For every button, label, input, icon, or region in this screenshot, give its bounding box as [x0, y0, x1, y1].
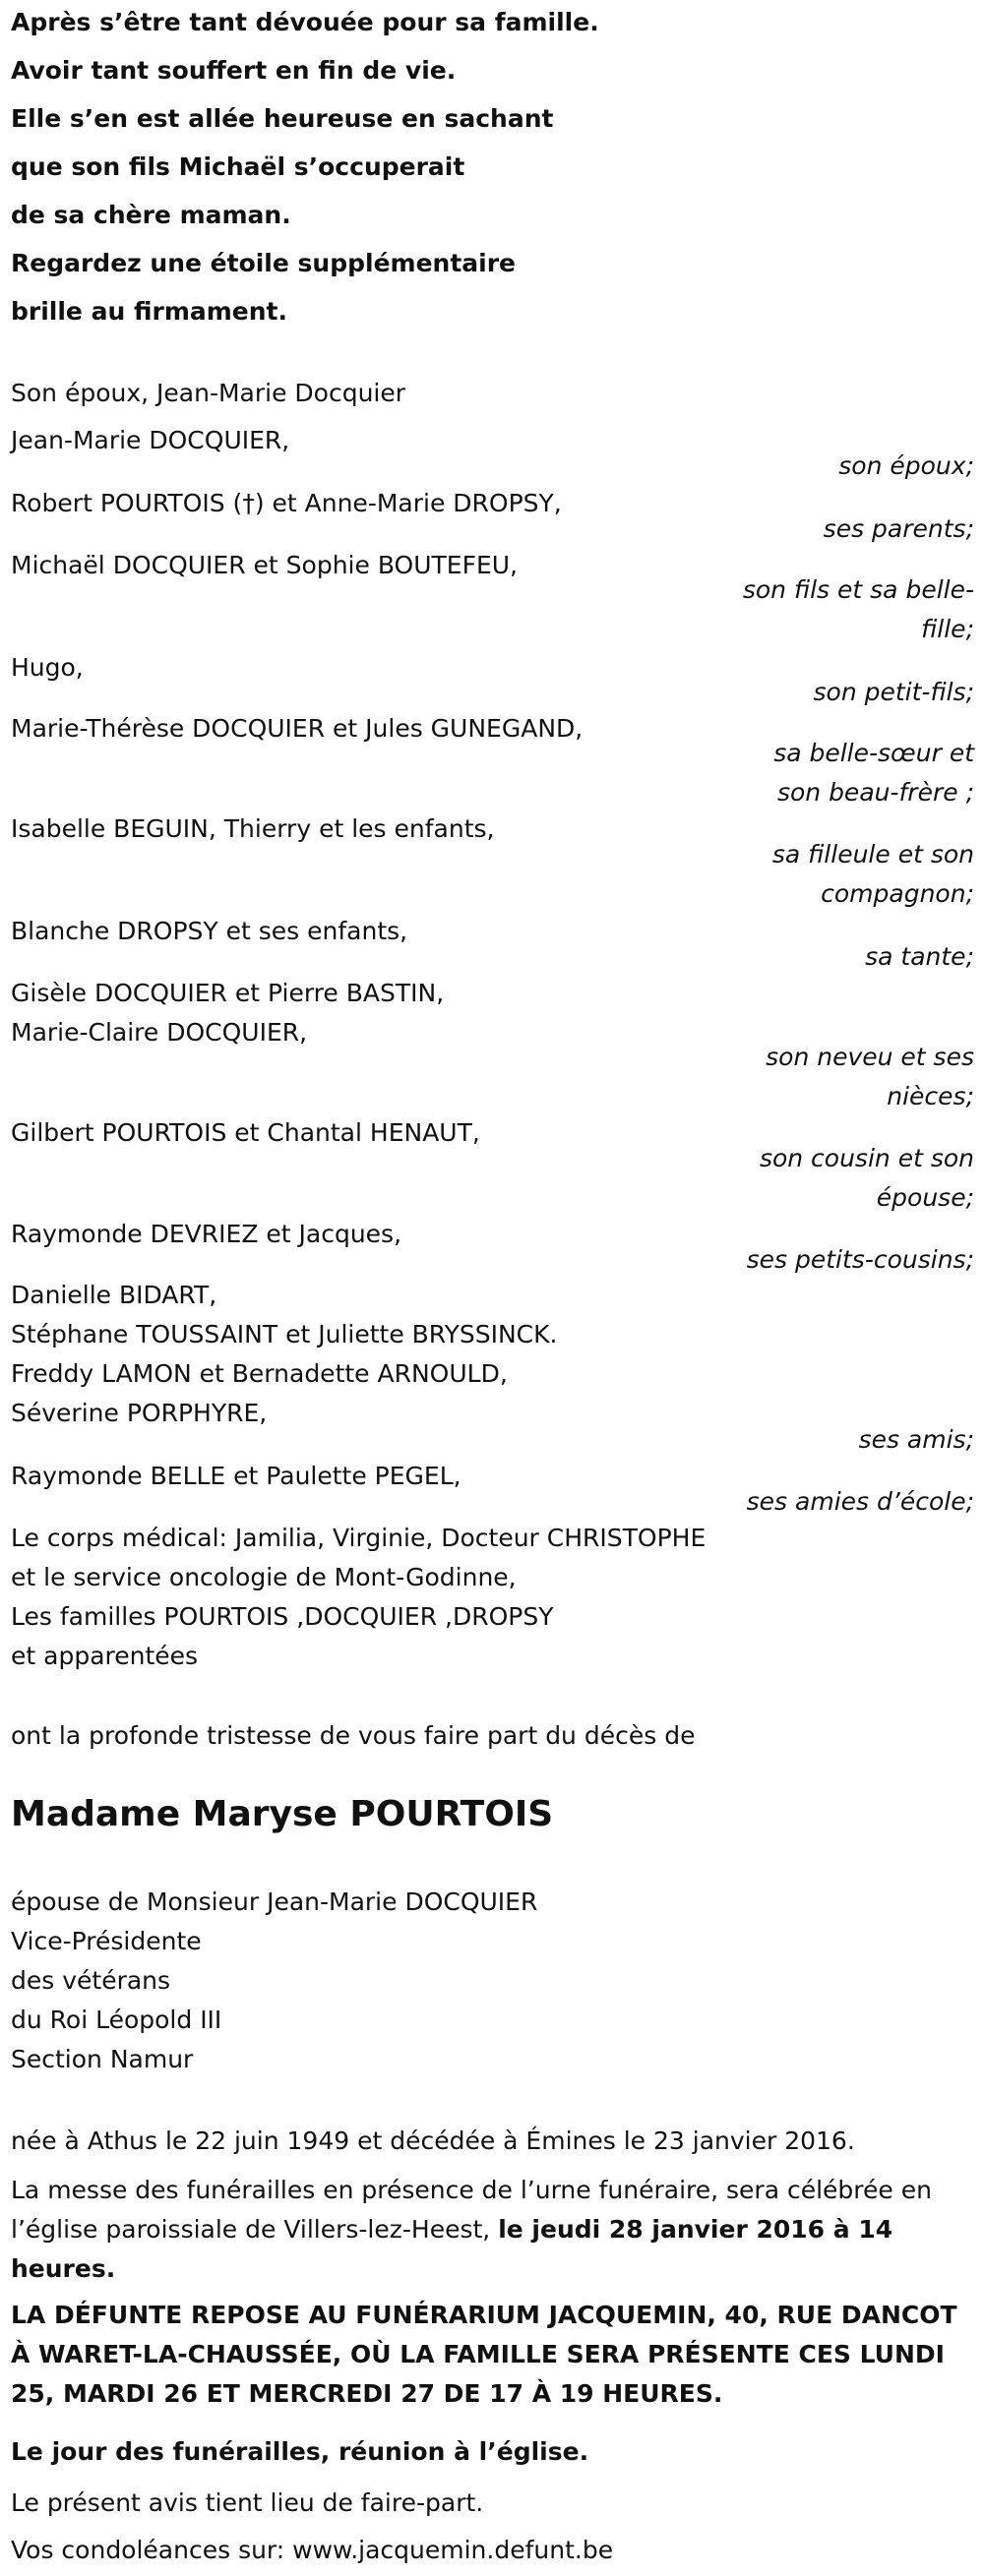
family-name: Freddy LAMON et Bernadette ARNOULD, [11, 1359, 508, 1388]
family-name: Raymonde BELLE et Paulette PEGEL, [11, 1462, 461, 1490]
title-line: Vice-Présidente [11, 1927, 202, 1955]
faire-part-text: Le présent avis tient lieu de faire-part. [11, 2488, 484, 2517]
relation-label: ses amis; [858, 1425, 974, 1454]
family-name: Blanche DROPSY et ses enfants, [11, 917, 408, 945]
family-name: Danielle BIDART, [11, 1281, 217, 1309]
relation-label: fille; [921, 615, 974, 643]
relation-label: compagnon; [821, 879, 974, 908]
reunion-text: Le jour des funérailles, réunion à l’église. [11, 2437, 589, 2466]
relation-label: ses parents; [823, 514, 974, 543]
relation-label: son neveu et ses [766, 1043, 974, 1071]
mass-text: La messe des funérailles en présence de l’urne funéraire, sera célébrée en l’église paroissiale de Villers-lez-Heest, [11, 2176, 932, 2244]
family-name: Gisèle DOCQUIER et Pierre BASTIN, [11, 979, 445, 1007]
mass-time: le jeudi 28 janvier 2016 à 14 heures. [11, 2215, 893, 2283]
family-name: Robert POURTOIS (†) et Anne-Marie DROPSY, [11, 489, 562, 517]
family-name: Gilbert POURTOIS et Chantal HENAUT, [11, 1118, 480, 1147]
poem-line: de sa chère maman. [11, 201, 291, 229]
family-name: et apparentées [11, 1642, 199, 1670]
family-name: Séverine PORPHYRE, [11, 1399, 268, 1427]
title-line: épouse de Monsieur Jean-Marie DOCQUIER [11, 1887, 538, 1916]
condolences-text: Vos condoléances sur: www.jacquemin.defunt.be [11, 2536, 614, 2564]
family-name: Les familles POURTOIS ,DOCQUIER ,DROPSY [11, 1602, 554, 1631]
relation-label: nièces; [887, 1082, 974, 1110]
poem-line: que son fils Michaël s’occuperait [11, 152, 465, 181]
announcement-text: ont la profonde tristesse de vous faire part du décès de [11, 1721, 696, 1750]
relation-label: sa tante; [865, 942, 974, 971]
family-name: Marie-Claire DOCQUIER, [11, 1018, 308, 1047]
family-name: et le service oncologie de Mont-Godinne, [11, 1563, 517, 1591]
intro-line: Son époux, Jean-Marie Docquier [11, 379, 406, 407]
family-name: Isabelle BEGUIN, Thierry et les enfants, [11, 814, 495, 843]
birth-death-text: née à Athus le 22 juin 1949 et décédée à Émines le 23 janvier 2016. [11, 2127, 855, 2155]
relation-label: son beau-frère ; [776, 778, 974, 807]
family-name: Raymonde DEVRIEZ et Jacques, [11, 1220, 402, 1248]
relation-label: sa filleule et son [771, 840, 974, 869]
relation-label: ses amies d’école; [746, 1487, 974, 1516]
deceased-name: Madame Maryse POURTOIS [11, 1794, 554, 1834]
relation-label: sa belle-sœur et [773, 739, 974, 767]
poem-line: Après s’être tant dévouée pour sa famille. [11, 8, 599, 36]
title-line: du Roi Léopold III [11, 2006, 222, 2034]
family-name: Jean-Marie DOCQUIER, [11, 426, 290, 454]
relation-label: son époux; [838, 451, 974, 480]
title-line: des vétérans [11, 1966, 171, 1995]
relation-label: son cousin et son [759, 1144, 974, 1172]
title-line: Section Namur [11, 2045, 194, 2073]
poem-line: Avoir tant souffert en fin de vie. [11, 56, 457, 85]
family-name: Le corps médical: Jamilia, Virginie, Docteur CHRISTOPHE [11, 1524, 707, 1552]
relation-label: son petit-fils; [813, 678, 974, 706]
family-name: Michaël DOCQUIER et Sophie BOUTEFEU, [11, 551, 519, 579]
family-name: Marie-Thérèse DOCQUIER et Jules GUNEGAND, [11, 714, 584, 743]
family-name: Stéphane TOUSSAINT et Juliette BRYSSINCK. [11, 1320, 558, 1348]
rest-notice: LA DÉFUNTE REPOSE AU FUNÉRARIUM JACQUEMIN, 40, RUE DANCOT À WARET-LA-CHAUSSÉE, OÙ LA FAMILLE SERA PRÉSENTE CES LUNDI 25, MARDI 26 ET MERCREDI 27 DE 17 À 19 HEURES. [11, 2301, 957, 2408]
relation-label: ses petits-cousins; [746, 1245, 974, 1274]
mass-paragraph [11, 2171, 970, 2289]
poem-line: brille au firmament. [11, 297, 287, 326]
poem-line: Regardez une étoile supplémentaire [11, 249, 517, 277]
relation-label: son fils et sa belle- [742, 575, 974, 604]
family-name: Hugo, [11, 653, 84, 682]
relation-label: épouse; [876, 1183, 974, 1212]
poem-line: Elle s’en est allée heureuse en sachant [11, 104, 554, 133]
